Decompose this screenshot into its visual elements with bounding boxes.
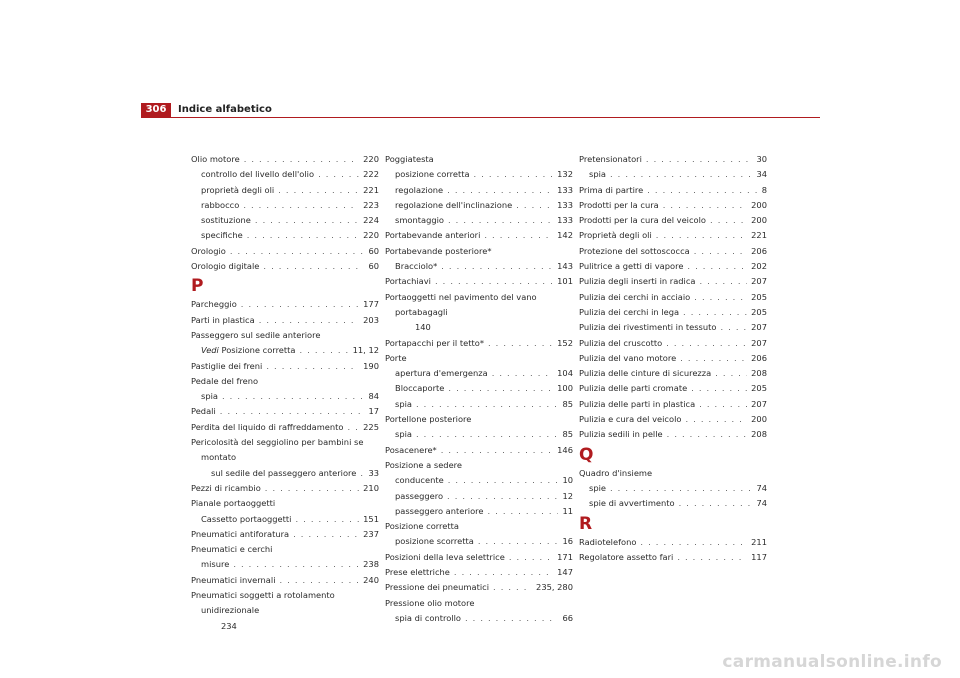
index-entry: Pulizia dei cerchi in lega . . . 205 <box>579 305 767 320</box>
index-subentry: spia . . . 85 <box>385 397 573 412</box>
index-subentry: spia . . . 85 <box>385 427 573 442</box>
index-entry: Prima di partire . . . 8 <box>579 183 767 198</box>
index-entry: Pulizia del cruscotto . . . 207 <box>579 336 767 351</box>
index-entry: Orologio digitale . . . 60 <box>191 259 379 274</box>
index-column-2 <box>385 152 573 626</box>
index-entry: Parcheggio . . . 177 <box>191 297 379 312</box>
index-entry: Pneumatici antiforatura . . . 237 <box>191 527 379 542</box>
index-entry: Protezione del sottoscocca . . . 206 <box>579 244 767 259</box>
index-entry: Pulizia sedili in pelle . . . 208 <box>579 427 767 442</box>
index-entry: Portaoggetti nel pavimento del vano portabagagli 140 <box>385 291 537 333</box>
index-entry: Pedali . . . 17 <box>191 404 379 419</box>
index-entry: Perdita del liquido di raffreddamento . . . 225 <box>191 420 379 435</box>
index-subentry: passeggero anteriore . . . 11 <box>385 504 573 519</box>
index-entry: Porte <box>385 352 407 363</box>
index-subentry: Vedi Posizione corretta . . . 11, 12 <box>191 343 379 358</box>
index-subentry: controllo del livello dell'olio . . . 222 <box>191 167 379 182</box>
index-entry: Pericolosità del seggiolino per bambini se montato sul sedile del passeggero anteriore . . . 33 <box>191 435 379 481</box>
index-subentry: Bracciolo* . . . 143 <box>385 259 573 274</box>
index-subentry: spia . . . 84 <box>191 389 379 404</box>
index-subentry: misure . . . 238 <box>191 557 379 572</box>
index-entry: Orologio . . . 60 <box>191 244 379 259</box>
index-subentry: smontaggio . . . 133 <box>385 213 573 228</box>
index-entry: Poggiatesta <box>385 154 434 164</box>
index-column-3 <box>579 152 767 565</box>
index-subentry: posizione corretta . . . 132 <box>385 167 573 182</box>
index-entry: Passeggero sul sedile anteriore <box>191 329 321 340</box>
index-entry: Posizione a sedere <box>385 459 463 470</box>
index-entry: Pezzi di ricambio . . . 210 <box>191 481 379 496</box>
index-subentry: posizione scorretta . . . 16 <box>385 534 573 549</box>
index-subentry: regolazione . . . 133 <box>385 183 573 198</box>
index-entry: Pulizia degli inserti in radica . . . 207 <box>579 274 767 289</box>
section-letter-p: P <box>191 276 204 297</box>
section-letter-q: Q <box>579 444 594 465</box>
index-entry: Pulizia del vano motore . . . 206 <box>579 351 767 366</box>
index-entry: Pastiglie dei freni . . . 190 <box>191 359 379 374</box>
index-entry: Pulizia dei cerchi in acciaio . . . 205 <box>579 290 767 305</box>
index-subentry: spie di avvertimento . . . 74 <box>579 496 767 511</box>
index-entry: Posizione corretta <box>385 521 459 532</box>
watermark: carmanualsonline.info <box>722 652 942 672</box>
index-entry: Pressione dei pneumatici . . . 235, 280 <box>385 580 573 595</box>
index-entry: Portachiavi . . . 101 <box>385 274 573 289</box>
index-entry: Posacenere* . . . 146 <box>385 443 573 458</box>
index-subentry: passeggero . . . 12 <box>385 489 573 504</box>
index-subentry: apertura d'emergenza . . . 104 <box>385 366 573 381</box>
index-entry: Pulizia delle cinture di sicurezza . . . 208 <box>579 366 767 381</box>
index-entry: Pulizia delle parti in plastica . . . 207 <box>579 397 767 412</box>
index-subentry: proprietà degli oli . . . 221 <box>191 183 379 198</box>
index-entry: Pulitrice a getti di vapore . . . 202 <box>579 259 767 274</box>
index-subentry: Bloccaporte . . . 100 <box>385 381 573 396</box>
index-entry: Portabevande anteriori . . . 142 <box>385 228 573 243</box>
index-entry: Pedale del freno <box>191 375 259 386</box>
page-header <box>141 103 820 118</box>
page-title: Indice alfabetico <box>178 104 272 115</box>
index-entry: Quadro d'insieme <box>579 467 653 478</box>
index-entry: Pulizia e cura del veicolo . . . 200 <box>579 412 767 427</box>
index-entry: Pianale portaoggetti <box>191 498 276 509</box>
index-entry: Prese elettriche . . . 147 <box>385 565 573 580</box>
page-number: 306 <box>141 103 171 117</box>
index-entry: Portellone posteriore <box>385 414 472 425</box>
section-letter-r: R <box>579 513 593 534</box>
index-subentry: spie . . . 74 <box>579 481 767 496</box>
index-subentry: conducente . . . 10 <box>385 473 573 488</box>
index-entry: Pretensionatori . . . 30 <box>579 152 767 167</box>
index-entry: Olio motore . . . 220 <box>191 152 379 167</box>
index-entry: Proprietà degli oli . . . 221 <box>579 228 767 243</box>
index-subentry: spia di controllo . . . 66 <box>385 611 573 626</box>
index-subentry: sostituzione . . . 224 <box>191 213 379 228</box>
index-entry: Posizioni della leva selettrice . . . 171 <box>385 550 573 565</box>
index-entry: Parti in plastica . . . 203 <box>191 313 379 328</box>
index-subentry: rabbocco . . . 223 <box>191 198 379 213</box>
index-subentry: regolazione dell'inclinazione . . . 133 <box>385 198 573 213</box>
index-entry: Pneumatici e cerchi <box>191 544 273 555</box>
index-subentry: spia . . . 34 <box>579 167 767 182</box>
index-entry: Pneumatici invernali . . . 240 <box>191 573 379 588</box>
index-subentry: Cassetto portaoggetti . . . 151 <box>191 512 379 527</box>
index-entry: Pulizia dei rivestimenti in tessuto . . . 207 <box>579 320 767 335</box>
index-entry: Portabevande posteriore* <box>385 245 492 256</box>
index-entry: Pressione olio motore <box>385 597 475 608</box>
index-entry: Radiotelefono . . . 211 <box>579 535 767 550</box>
index-entry: Pulizia delle parti cromate . . . 205 <box>579 381 767 396</box>
index-entry: Prodotti per la cura . . . 200 <box>579 198 767 213</box>
index-entry: Prodotti per la cura del veicolo . . . 200 <box>579 213 767 228</box>
index-entry: Pneumatici soggetti a rotolamento unidirezionale 234 <box>191 590 335 631</box>
index-entry: Portapacchi per il tetto* . . . 152 <box>385 336 573 351</box>
index-entry: Regolatore assetto fari . . . 117 <box>579 550 767 565</box>
index-subentry: specifiche . . . 220 <box>191 228 379 243</box>
index-column-1 <box>191 152 379 634</box>
